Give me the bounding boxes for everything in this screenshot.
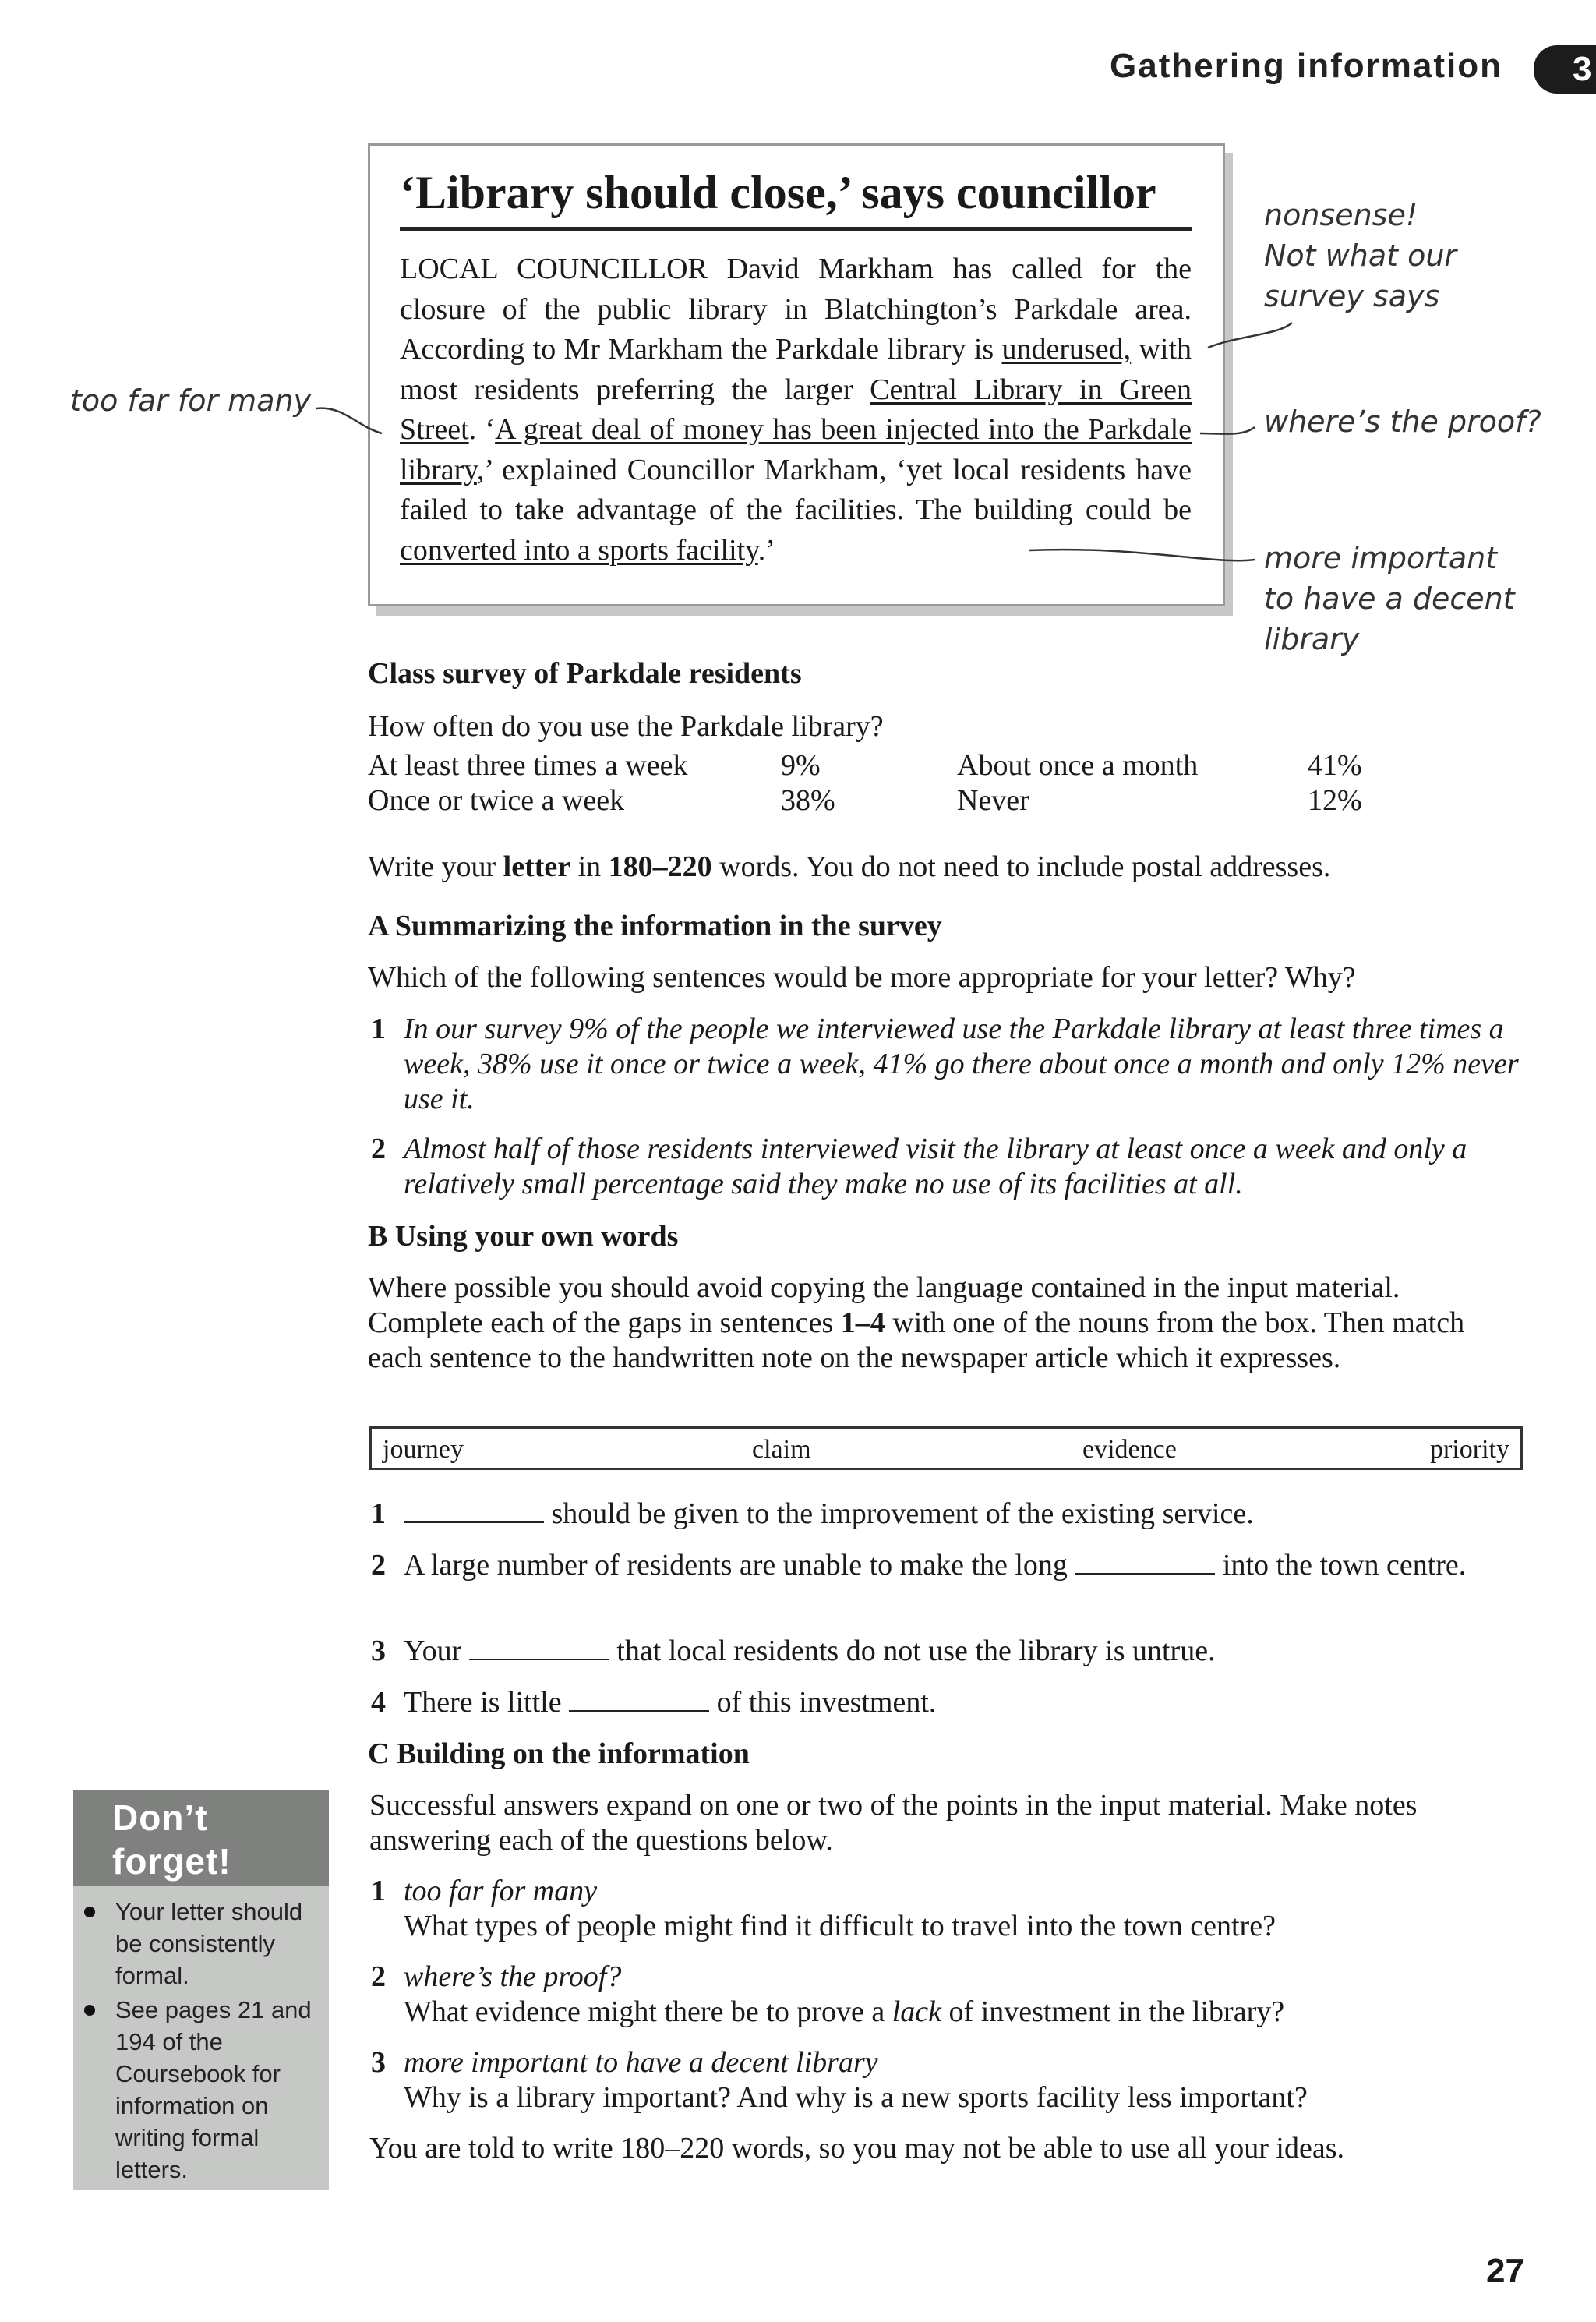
sentence-end: into the town centre. xyxy=(1215,1549,1467,1582)
chapter-number-tab: 3 xyxy=(1534,45,1596,94)
article-text: . ‘ xyxy=(468,413,496,446)
note-line: more important xyxy=(1264,541,1498,575)
dont-forget-sidebar xyxy=(73,1790,329,2190)
note-line: to have a decent xyxy=(1264,581,1515,616)
word-box xyxy=(369,1426,1523,1470)
item-number: 4 xyxy=(371,1686,386,1719)
newspaper-article xyxy=(368,143,1225,606)
word-box-item: priority xyxy=(1430,1435,1509,1464)
article-body xyxy=(400,249,1192,571)
survey-label: About once a month xyxy=(957,749,1199,782)
article-text: .’ xyxy=(757,533,775,567)
intro-bold: 1–4 xyxy=(840,1306,885,1339)
section-b-item-1 xyxy=(371,1497,1524,1532)
section-c-item-3 xyxy=(371,2045,1524,2115)
item-question-emphasis: lack xyxy=(892,1995,942,2028)
margin-note-important xyxy=(1264,538,1515,659)
item-note: where’s the proof? xyxy=(404,1960,622,1993)
note-line: nonsense! xyxy=(1264,198,1418,232)
article-headline: ‘Library should close,’ says councillor xyxy=(400,166,1192,231)
section-b-heading: B Using your own words xyxy=(368,1220,679,1253)
table-row xyxy=(368,748,1362,783)
item-number: 1 xyxy=(371,1875,386,1907)
survey-title: Class survey of Parkdale residents xyxy=(368,657,802,690)
survey-value: 38% xyxy=(781,784,835,817)
sentence-end: that local residents do not use the library is untrue. xyxy=(609,1635,1216,1667)
section-c-item-2 xyxy=(371,1960,1524,2030)
instruction-bold: letter xyxy=(503,850,571,883)
note-line: Not what our xyxy=(1264,239,1457,273)
bullet-icon xyxy=(84,2005,95,2016)
gap-blank[interactable] xyxy=(1075,1550,1215,1575)
section-a-item-2 xyxy=(371,1132,1524,1202)
item-number: 1 xyxy=(371,1013,386,1045)
item-text: Almost half of those residents interviewed visit the library at least once a week and only a relatively small percentage said they make no use of its facilities at all. xyxy=(404,1133,1467,1200)
underlined-phrase: Central Library in Green Street xyxy=(400,373,1192,446)
survey-label: Once or twice a week xyxy=(368,784,625,817)
survey-value: 41% xyxy=(1308,749,1362,782)
gap-blank[interactable] xyxy=(469,1635,609,1660)
instruction-bold: 180–220 xyxy=(608,850,712,883)
instruction-text: in xyxy=(570,850,609,883)
sidebar-bullet-text: See pages 21 and 194 of the Coursebook for information on writing formal letters. xyxy=(115,1996,312,2183)
item-number: 2 xyxy=(371,1133,386,1165)
survey-table xyxy=(368,748,1362,818)
section-b-item-4 xyxy=(371,1685,1524,1720)
word-box-item: evidence xyxy=(1082,1435,1177,1464)
word-box-item: claim xyxy=(752,1435,811,1464)
sidebar-title xyxy=(73,1790,329,1886)
item-number: 2 xyxy=(371,1960,386,1993)
underlined-phrase: A great deal of money has been injected into the Parkdale library xyxy=(400,413,1192,486)
item-number: 3 xyxy=(371,1635,386,1667)
running-head: Gathering information xyxy=(1110,47,1502,85)
word-box-item: journey xyxy=(383,1435,464,1464)
section-c-heading: C Building on the information xyxy=(368,1737,750,1770)
survey-results xyxy=(368,748,1362,818)
intro-text: with one of the nouns from the box. Then match each sentence to the handwritten note on the newspaper article which it expresses. xyxy=(368,1306,1465,1374)
item-question: What types of people might find it difficult to travel into the town centre? xyxy=(404,1910,1276,1942)
sentence-end: of this investment. xyxy=(709,1686,937,1719)
sentence-start: There is little xyxy=(404,1686,570,1719)
item-question: What evidence might there be to prove a xyxy=(404,1995,892,2028)
note-line: survey says xyxy=(1264,279,1440,313)
intro-text: Where possible you should avoid copying the language contained in the input material. Complete each of the gaps in sentences xyxy=(368,1271,1400,1339)
section-a-question: Which of the following sentences would be more appropriate for your letter? Why? xyxy=(368,961,1356,994)
section-b-item-3 xyxy=(371,1634,1524,1669)
page-number: 27 xyxy=(1486,2252,1524,2290)
item-note: too far for many xyxy=(404,1875,598,1907)
instruction-text: Write your xyxy=(368,850,503,883)
margin-note-too-far: too far for many xyxy=(70,383,312,418)
sentence-end: should be given to the improvement of the existing service. xyxy=(544,1497,1254,1530)
item-text: In our survey 9% of the people we interviewed use the Parkdale library at least three times a week, 38% use it once or twice a week, 41% go there about once a month and only 12% never use it. xyxy=(404,1013,1519,1115)
section-c-closing: You are told to write 180–220 words, so you may not be able to use all your ideas. xyxy=(369,2132,1345,2165)
survey-label: At least three times a week xyxy=(368,749,688,782)
item-number: 2 xyxy=(371,1549,386,1582)
section-c-item-1 xyxy=(371,1874,1524,1944)
section-b-item-2 xyxy=(371,1548,1524,1583)
underlined-phrase: converted into a sports facility xyxy=(400,533,758,567)
survey-value: 9% xyxy=(781,749,821,782)
gap-blank[interactable] xyxy=(569,1687,709,1712)
sidebar-title-line: forget! xyxy=(112,1841,231,1882)
note-line: library xyxy=(1264,622,1360,656)
article-text: ,’ explained Councillor Markham, ‘yet local residents have failed to take advantage of the facilities. The building could be xyxy=(400,453,1192,526)
sidebar-bullet-text: Your letter should be consistently formal. xyxy=(115,1898,303,1989)
section-b-intro xyxy=(368,1271,1506,1376)
margin-note-proof: where’s the proof? xyxy=(1264,405,1541,439)
gap-blank[interactable] xyxy=(404,1498,544,1523)
survey-value: 12% xyxy=(1308,784,1362,817)
section-c-intro: Successful answers expand on one or two of the points in the input material. Make notes answering each of the questions below. xyxy=(369,1789,1418,1857)
sidebar-title-line: Don’t xyxy=(112,1797,208,1838)
item-number: 3 xyxy=(371,2046,386,2079)
survey-label: Never xyxy=(957,784,1029,817)
sidebar-bullet-item xyxy=(115,1896,326,1992)
instruction-text: words. You do not need to include postal addresses. xyxy=(711,850,1331,883)
article-text: LOCAL COUNCILLOR David Markham has called for the closure of the public library in Blatchington’s Parkdale area. According to Mr Markham the Parkdale library is xyxy=(400,253,1192,366)
item-question: of investment in the library? xyxy=(941,1995,1285,2028)
item-number: 1 xyxy=(371,1497,386,1530)
item-note: more important to have a decent library xyxy=(404,2046,878,2079)
sidebar-bullet-item xyxy=(115,1994,326,2186)
margin-note-nonsense xyxy=(1264,195,1457,316)
article-text: with most residents preferring the larger xyxy=(400,333,1192,406)
item-question: Why is a library important? And why is a new sports facility less important? xyxy=(404,2081,1308,2114)
underlined-phrase: underused, xyxy=(1001,333,1132,366)
writing-instruction xyxy=(368,850,1330,885)
survey-question: How often do you use the Parkdale library? xyxy=(368,710,884,743)
sentence-start: Your xyxy=(404,1635,469,1667)
table-row xyxy=(368,783,1362,818)
section-a-heading: A Summarizing the information in the survey xyxy=(368,910,942,942)
bullet-icon xyxy=(84,1907,95,1917)
section-a-item-1 xyxy=(371,1012,1524,1117)
sentence-start: A large number of residents are unable to make the long xyxy=(404,1549,1075,1582)
